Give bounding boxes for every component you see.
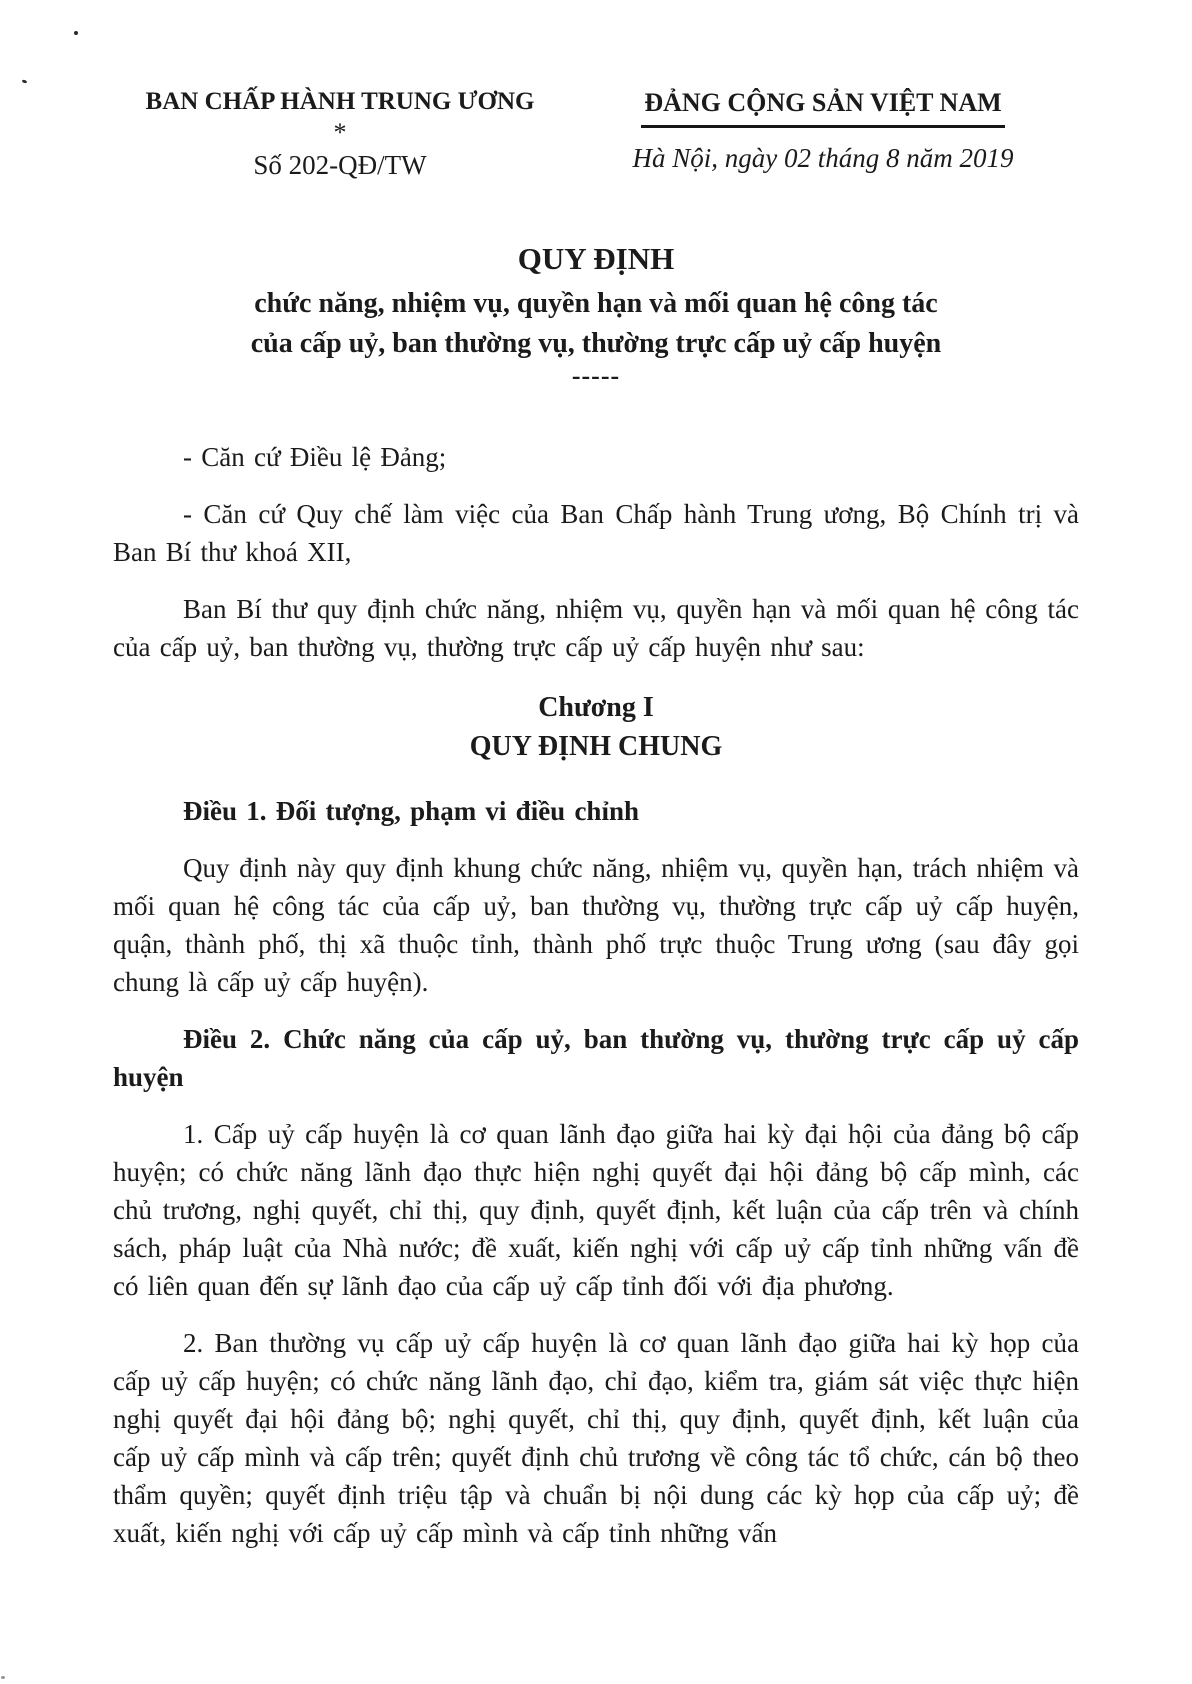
article-2-heading: Điều 2. Chức năng của cấp uỷ, ban thường vụ, thường trực cấp uỷ cấp huyện bbox=[113, 1024, 1079, 1092]
party-name-row bbox=[567, 88, 1079, 128]
header-left-block bbox=[113, 88, 567, 181]
chapter-1-number: Chương I bbox=[538, 692, 654, 723]
scan-artifact-dot bbox=[22, 79, 28, 84]
article-1-paragraph: Quy định này quy định khung chức năng, nhiệm vụ, quyền hạn, trách nhiệm và mối quan hệ công tác của cấp uỷ, ban thường vụ, thường trực cấp uỷ cấp huyện, quận, thành phố, thị xã thuộc tỉnh, thành phố trực thuộc Trung ương (sau đây gọi chung là cấp uỷ cấp huyện). bbox=[113, 853, 1079, 997]
header-right-block bbox=[567, 88, 1079, 174]
preamble-citation-2: - Căn cứ Quy chế làm việc của Ban Chấp hành Trung ương, Bộ Chính trị và Ban Bí thư khoá XII, bbox=[113, 499, 1079, 567]
party-name: ĐẢNG CỘNG SẢN VIỆT NAM bbox=[641, 88, 1004, 128]
document-header bbox=[113, 88, 1079, 181]
article-2-paragraph-1: 1. Cấp uỷ cấp huyện là cơ quan lãnh đạo giữa hai kỳ đại hội của đảng bộ cấp huyện; có chức năng lãnh đạo thực hiện nghị quyết đại hội đảng bộ cấp mình, các chủ trương, nghị quyết, chỉ thị, quy định, quyết định, kết luận của cấp trên và chính sách, pháp luật của Nhà nước; đề xuất, kiến nghị với cấp uỷ cấp tỉnh những vấn đề có liên quan đến sự lãnh đạo của cấp uỷ cấp tỉnh đối với địa phương. bbox=[113, 1119, 1079, 1301]
title-separator: ----- bbox=[571, 361, 621, 390]
scan-artifact-dot bbox=[74, 31, 78, 35]
scan-artifact-dot bbox=[1, 1676, 5, 1679]
preamble-citation-1: - Căn cứ Điều lệ Đảng; bbox=[183, 442, 447, 472]
doc-number: Số 202-QĐ/TW bbox=[253, 150, 427, 180]
document-body bbox=[113, 438, 1079, 1552]
chapter-1-heading bbox=[113, 688, 1079, 766]
article-1-heading: Điều 1. Đối tượng, phạm vi điều chỉnh bbox=[183, 796, 639, 826]
title-block bbox=[113, 239, 1079, 388]
doc-subtitle-line1: chức năng, nhiệm vụ, quyền hạn và mối quan hệ công tác bbox=[254, 288, 938, 319]
chapter-1-title: QUY ĐỊNH CHUNG bbox=[469, 731, 723, 762]
preamble-intro: Ban Bí thư quy định chức năng, nhiệm vụ, quyền hạn và mối quan hệ công tác của cấp uỷ, ban thường vụ, thường trực cấp uỷ cấp huyện như sau: bbox=[113, 594, 1079, 662]
doc-title: QUY ĐỊNH bbox=[517, 241, 675, 276]
article-2-paragraph-2: 2. Ban thường vụ cấp uỷ cấp huyện là cơ quan lãnh đạo giữa hai kỳ họp của cấp uỷ cấp huyện; có chức năng lãnh đạo, chỉ đạo, kiểm tra, giám sát việc thực hiện nghị quyết đại hội đảng bộ; nghị quyết, chỉ thị, quy định, quyết định, kết luận của cấp uỷ cấp mình và cấp trên; quyết định chủ trương về công tác tổ chức, cán bộ theo thẩm quyền; quyết định triệu tập và chuẩn bị nội dung các kỳ họp của cấp uỷ; đề xuất, kiến nghị với cấp uỷ cấp mình và cấp tỉnh những vấn bbox=[113, 1328, 1079, 1548]
issuing-body: BAN CHẤP HÀNH TRUNG ƯƠNG bbox=[145, 88, 535, 115]
doc-subtitle-line2: của cấp uỷ, ban thường vụ, thường trực cấp uỷ cấp huyện bbox=[250, 328, 942, 359]
dateline: Hà Nội, ngày 02 tháng 8 năm 2019 bbox=[632, 143, 1014, 173]
star-separator: * bbox=[333, 118, 347, 147]
